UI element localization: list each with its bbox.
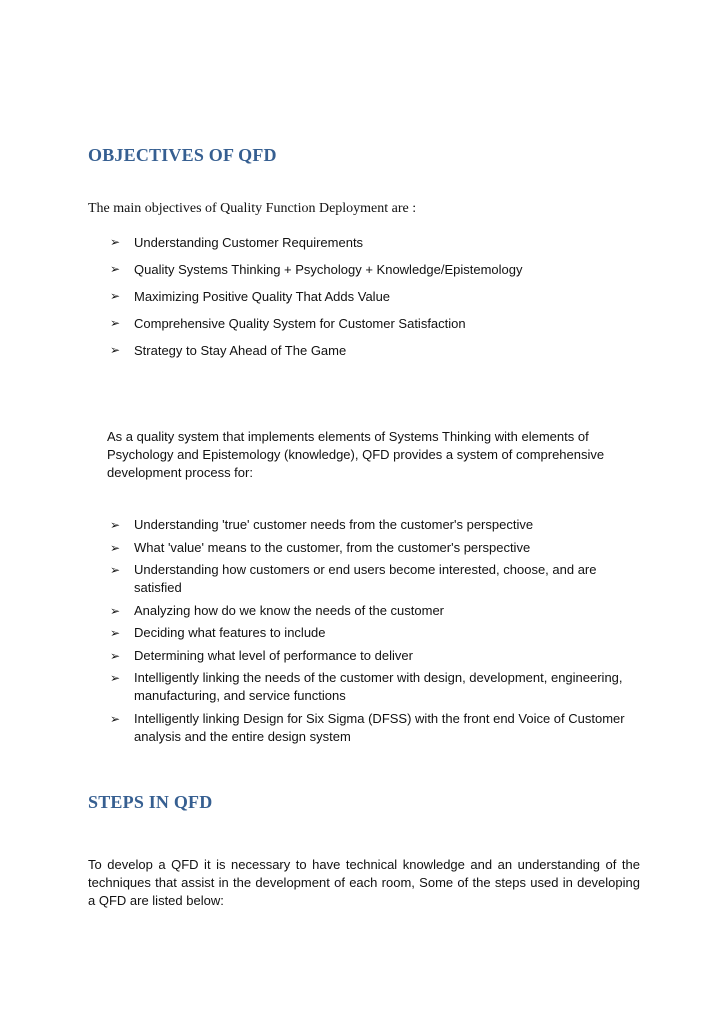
arrow-bullet-icon: ➢ [110,540,121,555]
list-item [110,342,630,369]
list-item-text: Quality Systems Thinking + Psychology + Knowledge/Epistemology [134,262,523,277]
arrow-bullet-icon: ➢ [110,289,121,303]
list-item [110,539,630,557]
list-item-text: Strategy to Stay Ahead of The Game [134,343,347,358]
list-item-text: Analyzing how do we know the needs of the customer [134,602,445,618]
list-item [110,624,630,642]
objectives-intro: The main objectives of Quality Function Deployment are : [88,201,417,216]
qfd-process-list [110,516,630,750]
list-item [110,261,630,288]
list-item [110,516,630,534]
arrow-bullet-icon: ➢ [110,626,121,640]
list-item [110,710,630,746]
list-item [110,315,630,342]
list-item [110,669,630,705]
list-item-text: Understanding 'true' customer needs from the customer's perspective [134,517,534,532]
list-item [110,602,630,620]
list-item-text: What 'value' means to the customer, from the customer's perspective [134,539,531,555]
list-item-text: Determining what level of performance to deliver [134,647,413,663]
arrow-bullet-icon: ➢ [110,235,121,249]
arrow-bullet-icon: ➢ [110,316,121,330]
arrow-bullet-icon: ➢ [110,262,121,276]
list-item-text: Understanding Customer Requirements [134,235,364,250]
list-item-text: Intelligently linking Design for Six Sigma (DFSS) with the front end Voice of Customer analysis and the entire design system [134,710,625,744]
list-item-text: Comprehensive Quality System for Customer Satisfaction [134,316,466,331]
list-item [110,288,630,315]
steps-paragraph: To develop a QFD it is necessary to have technical knowledge and an understanding of the techniques that assist in the development of each room, Some of the steps used in developing a QFD are listed below: [88,857,640,908]
objectives-list [110,234,630,369]
arrow-bullet-icon: ➢ [110,603,121,618]
list-item [110,234,630,261]
steps-heading: STEPS IN QFD [88,792,213,812]
list-item-text: Intelligently linking the needs of the customer with design, development, engineering, manufacturing, and service functions [134,670,623,703]
quality-system-paragraph: As a quality system that implements elements of Systems Thinking with elements of Psychology and Epistemology (knowledge), QFD provides a system of comprehensive development process for: [107,429,605,480]
objectives-heading: OBJECTIVES OF QFD [88,145,277,165]
arrow-bullet-icon: ➢ [110,671,121,685]
arrow-bullet-icon: ➢ [110,648,121,663]
list-item [110,561,630,597]
list-item-text: Deciding what features to include [134,625,326,640]
arrow-bullet-icon: ➢ [110,518,121,532]
arrow-bullet-icon: ➢ [110,563,121,577]
arrow-bullet-icon: ➢ [110,711,121,726]
arrow-bullet-icon: ➢ [110,343,121,357]
list-item-text: Maximizing Positive Quality That Adds Value [134,289,391,304]
list-item [110,647,630,665]
list-item-text: Understanding how customers or end users become interested, choose, and are satisfied [134,562,597,595]
